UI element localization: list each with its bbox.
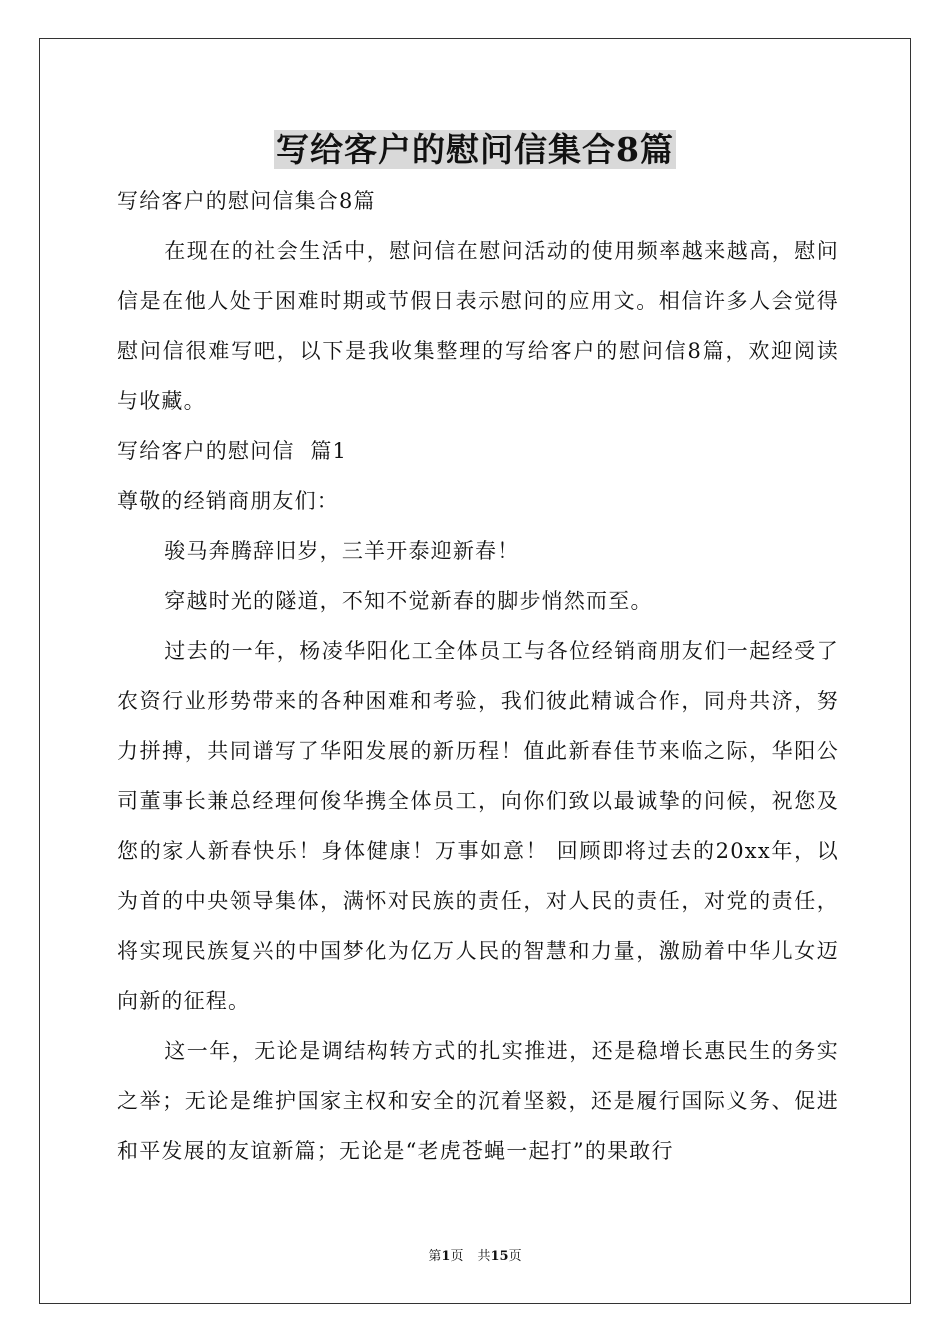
body-paragraph: 写给客户的慰问信集合8篇: [117, 189, 376, 213]
footer-total-prefix: 共: [477, 1249, 491, 1264]
body-paragraph: 骏马奔腾辞旧岁，三羊开泰迎新春！: [164, 539, 520, 563]
document-title: [0, 126, 950, 174]
footer-page-current: 1: [441, 1249, 451, 1264]
footer-page-suffix: 页: [450, 1249, 464, 1264]
body-paragraph: 过去的一年，杨凌华阳化工全体员工与各位经销商朋友们一起经受了农资行业形势带来的各种困难和考验，我们彼此精诚合作，同舟共济，努力拼搏，共同谱写了华阳发展的新历程！值此新春佳节来临之际，华阳公司董事长兼总经理何俊华携全体员工，向你们致以最诚挚的问候，祝您及您的家人新春快乐！身体健康！万事如意！ 回顾即将过去的20xx年，以为首的中央领导集体，满怀对民族的责任，对人民的责任，对党的责任，将实现民族复兴的中国梦化为亿万人民的智慧和力量，激励着中华儿女迈向新的征程。: [117, 639, 839, 1013]
section-heading: 写给客户的慰问信 篇1: [117, 439, 348, 463]
footer-page-prefix: 第: [428, 1249, 442, 1264]
footer-total-suffix: 页: [508, 1249, 522, 1264]
document-body: [117, 176, 839, 1176]
body-paragraph: 在现在的社会生活中，慰问信在慰问活动的使用频率越来越高，慰问信是在他人处于困难时期或节假日表示慰问的应用文。相信许多人会觉得慰问信很难写吧，以下是我收集整理的写给客户的慰问信8篇，欢迎阅读与收藏。: [117, 239, 839, 413]
page-footer: [0, 1248, 950, 1266]
salutation: 尊敬的经销商朋友们：: [117, 489, 339, 513]
footer-page-total: 15: [490, 1249, 509, 1264]
body-paragraph: 穿越时光的隧道，不知不觉新春的脚步悄然而至。: [164, 589, 653, 613]
body-paragraph: 这一年，无论是调结构转方式的扎实推进，还是稳增长惠民生的务实之举；无论是维护国家主权和安全的沉着坚毅，还是履行国际义务、促进和平发展的友谊新篇；无论是“老虎苍蝇一起打”的果敢行: [117, 1039, 839, 1163]
document-title-text: 写给客户的慰问信集合8篇: [276, 130, 674, 169]
